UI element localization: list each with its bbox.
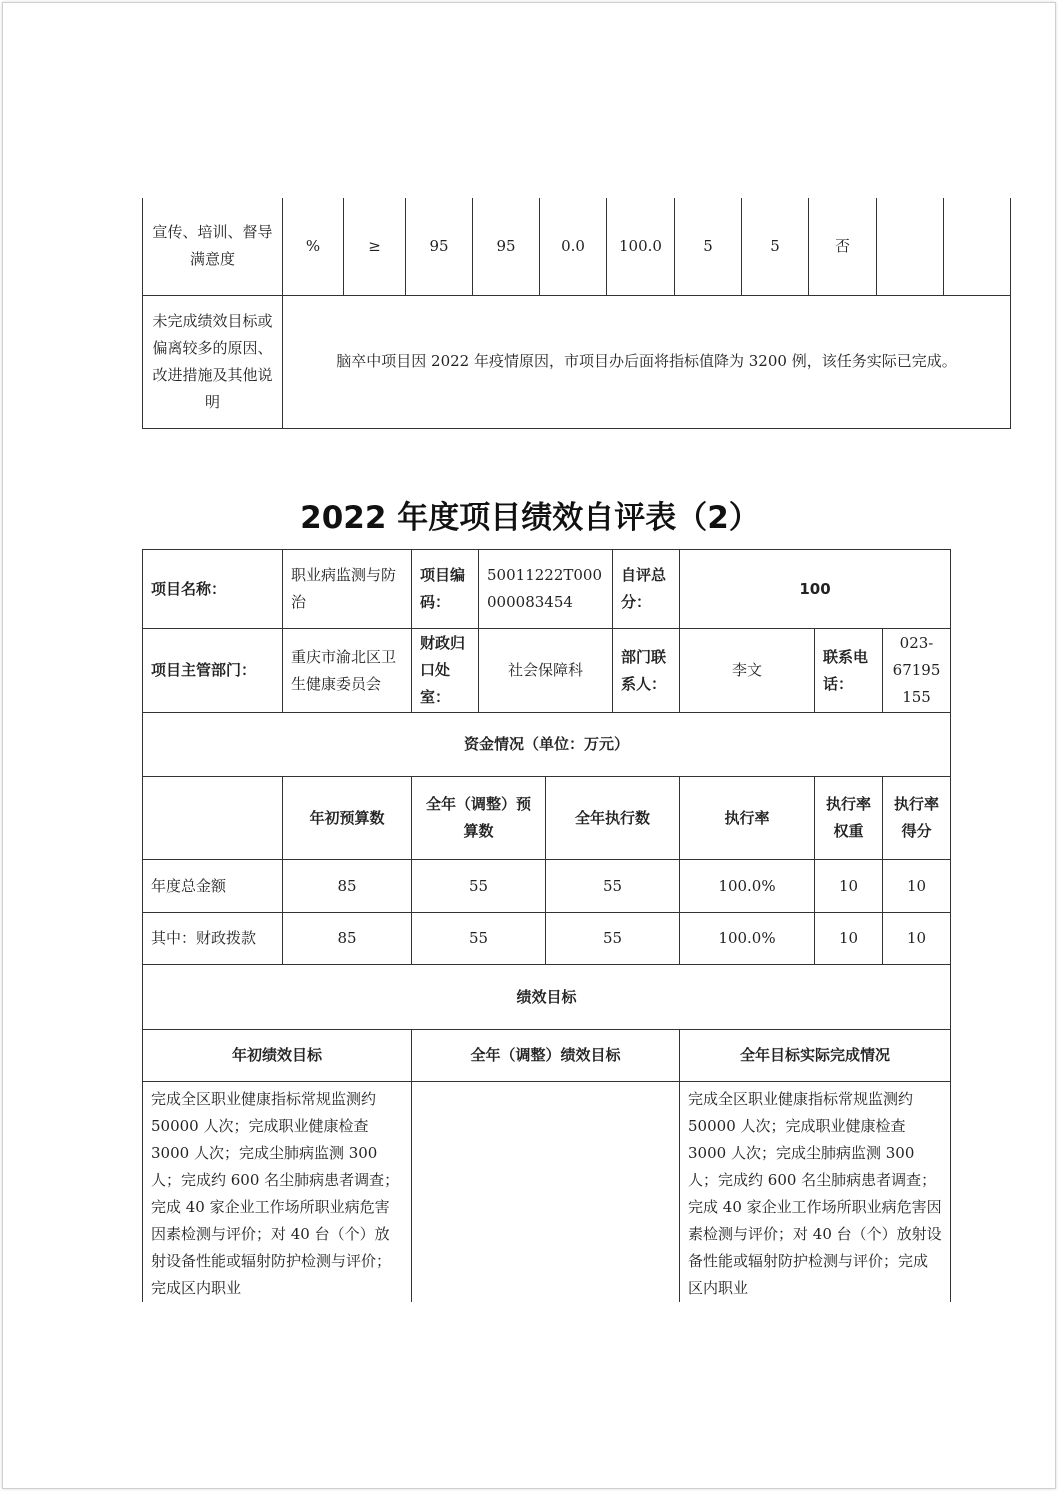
indicator-target: 95	[406, 198, 473, 295]
contact-value: 李文	[680, 629, 815, 713]
funds-header-empty	[143, 777, 283, 860]
funds-exec-rate: 100.0%	[680, 860, 815, 913]
table-row	[143, 777, 951, 860]
finance-office-value: 社会保障科	[479, 629, 613, 713]
funds-row-label: 其中：财政拨款	[143, 913, 283, 965]
indicator-unit: %	[283, 198, 344, 295]
funds-executed: 55	[546, 860, 680, 913]
table-row	[143, 860, 951, 913]
project-code-value: 50011222T000000083454	[479, 550, 613, 629]
funds-section-title: 资金情况（单位：万元）	[143, 713, 951, 777]
funds-exec-rate: 100.0%	[680, 913, 815, 965]
funds-header-score: 执行率得分	[883, 777, 951, 860]
page-title: 2022 年度项目绩效自评表（2）	[300, 500, 760, 536]
funds-header-adjusted-budget: 全年（调整）预算数	[412, 777, 546, 860]
indicator-rate: 100.0	[607, 198, 675, 295]
funds-adjusted-budget: 55	[412, 860, 546, 913]
table-row	[143, 965, 951, 1030]
funds-score: 10	[883, 860, 951, 913]
indicator-score: 5	[742, 198, 809, 295]
goals-header-adjusted: 全年（调整）绩效目标	[412, 1030, 680, 1082]
indicator-deviation: 0.0	[540, 198, 607, 295]
table-row	[143, 713, 951, 777]
table-row	[143, 295, 1011, 428]
indicator-flag: 否	[809, 198, 877, 295]
indicator-weight: 5	[675, 198, 742, 295]
indicator-adjusted: 95	[473, 198, 540, 295]
table-row	[143, 913, 951, 965]
funds-score: 10	[883, 913, 951, 965]
indicator-name: 宣传、培训、督导满意度	[143, 198, 283, 295]
department-value: 重庆市渝北区卫生健康委员会	[283, 629, 412, 713]
note-text: 脑卒中项目因 2022 年疫情原因，市项目办后面将指标值降为 3200 例，该任务实际已完成。	[283, 295, 1011, 428]
document-page	[2, 2, 1056, 1489]
funds-initial-budget: 85	[283, 860, 412, 913]
funds-header-exec-rate: 执行率	[680, 777, 815, 860]
project-code-label: 项目编码：	[412, 550, 479, 629]
goals-initial-text: 完成全区职业健康指标常规监测约 50000 人次；完成职业健康检查 3000 人次；完成尘肺病监测 300 人；完成约 600 名尘肺病患者调查；完成 40 家企业工作场所职业病危害因素检测与评价；对 40 台（个）放射设备性能或辐射防护检测与评价；完成区内职业	[143, 1082, 412, 1303]
funds-header-executed: 全年执行数	[546, 777, 680, 860]
project-name-label: 项目名称：	[143, 550, 283, 629]
indicator-extra-2	[944, 198, 1011, 295]
goals-header-initial: 年初绩效目标	[143, 1030, 412, 1082]
table-row	[143, 1082, 951, 1303]
funds-row-label: 年度总金额	[143, 860, 283, 913]
goals-section-title: 绩效目标	[143, 965, 951, 1030]
previous-indicator-table	[142, 198, 1011, 429]
goals-header-actual: 全年目标实际完成情况	[680, 1030, 951, 1082]
table-row	[143, 629, 951, 713]
funds-header-initial-budget: 年初预算数	[283, 777, 412, 860]
self-score-label: 自评总分：	[613, 550, 680, 629]
table-row	[143, 1030, 951, 1082]
finance-office-label: 财政归口处室：	[412, 629, 479, 713]
department-label: 项目主管部门：	[143, 629, 283, 713]
self-evaluation-table	[142, 549, 951, 1302]
goals-actual-text: 完成全区职业健康指标常规监测约 50000 人次；完成职业健康检查 3000 人次；完成尘肺病监测 300 人；完成约 600 名尘肺病患者调查；完成 40 家企业工作场所职业病危害因素检测与评价；对 40 台（个）放射设备性能或辐射防护检测与评价；完成区内职业	[680, 1082, 951, 1303]
phone-value: 023-67195155	[883, 629, 951, 713]
funds-adjusted-budget: 55	[412, 913, 546, 965]
funds-executed: 55	[546, 913, 680, 965]
contact-label: 部门联系人：	[613, 629, 680, 713]
phone-label: 联系电话：	[815, 629, 883, 713]
funds-weight: 10	[815, 860, 883, 913]
self-score-value: 100	[680, 550, 951, 629]
table-row	[143, 550, 951, 629]
funds-header-weight: 执行率权重	[815, 777, 883, 860]
indicator-extra-1	[877, 198, 944, 295]
indicator-operator: ≥	[344, 198, 406, 295]
funds-weight: 10	[815, 913, 883, 965]
table-row	[143, 198, 1011, 295]
note-label: 未完成绩效目标或偏离较多的原因、改进措施及其他说明	[143, 295, 283, 428]
project-name-value: 职业病监测与防治	[283, 550, 412, 629]
funds-initial-budget: 85	[283, 913, 412, 965]
goals-adjusted-text	[412, 1082, 680, 1303]
